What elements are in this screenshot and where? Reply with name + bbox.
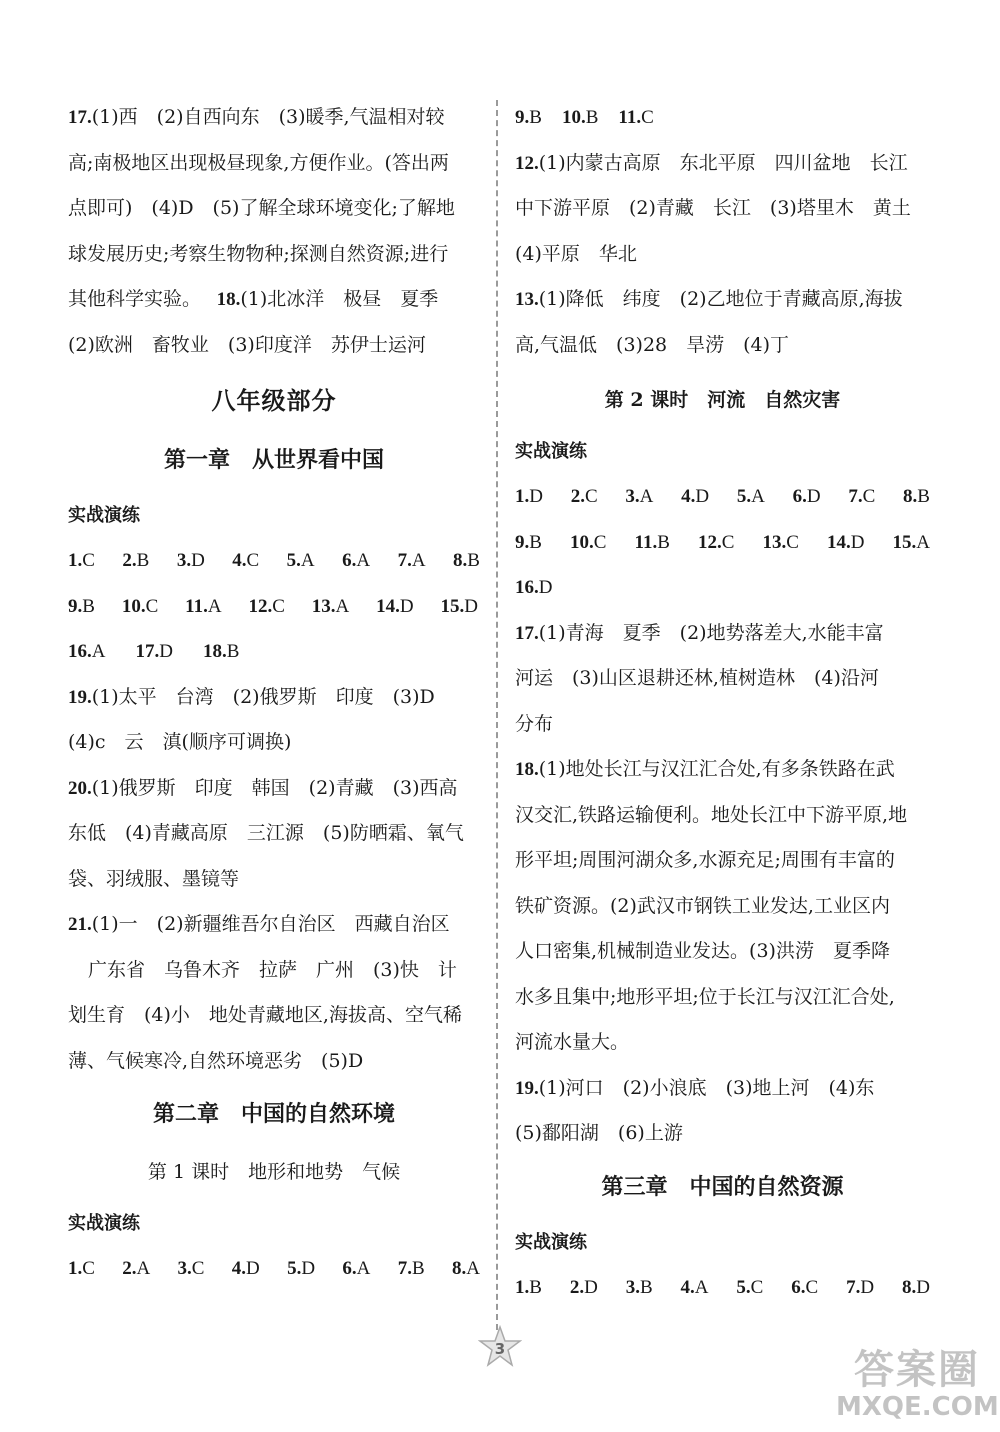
answer-number: 5. (736, 486, 752, 507)
answer-choice: C (805, 1276, 819, 1298)
answer-choice: B (136, 550, 150, 571)
answer-item (185, 584, 221, 630)
answer-choice: A (356, 1258, 371, 1279)
answer-choice: D (301, 1258, 316, 1279)
answer-choice: D (584, 1276, 598, 1298)
answer-item (178, 1246, 205, 1292)
answer-number: 10. (570, 531, 594, 553)
answer-choice: C (721, 531, 735, 553)
answer-choice: C (584, 486, 598, 507)
answer-choice: D (806, 486, 821, 507)
answer-item (762, 520, 798, 566)
answer-choice: D (159, 641, 173, 662)
answer-21-line: 划生育 (4)小 地处青藏地区,海拔高、空气稀 (68, 1004, 462, 1026)
answer-17-line: 球发展历史;考察生物物种;探测自然资源;进行 (68, 242, 449, 265)
answer-choice: B (639, 1276, 653, 1298)
answer-item (618, 95, 653, 141)
answer-choice: D (916, 1276, 930, 1298)
answer-choice: A (91, 641, 106, 662)
answer-18-line: 铁矿资源。(2)武汉市钢铁工业发达,工业区内 (515, 894, 890, 917)
answer-number: 16. (68, 641, 92, 662)
answer-item (903, 474, 930, 520)
answer-item (893, 520, 930, 566)
answer-19-line: 19.(1)河口 (2)小浪底 (3)地上河 (4)东 (515, 1076, 875, 1099)
answer-row (515, 474, 930, 520)
answer-number: 9. (515, 531, 530, 553)
answer-17-line: 高;南极地区出现极昼现象,方便作业。(答出两 (68, 151, 449, 174)
answer-item (287, 1246, 315, 1292)
answer-choice: B (82, 595, 95, 617)
answer-item (122, 1246, 150, 1292)
answer-number: 14. (376, 595, 400, 617)
answer-item (562, 95, 598, 141)
answer-choice: D (399, 595, 414, 617)
answer-18-line: 形平坦;周围河湖众多,水源充足;周围有丰富的 (515, 849, 895, 871)
answer-number: 11. (634, 531, 658, 553)
answer-item (681, 1265, 709, 1311)
answer-12-line: (4)平原 华北 (515, 242, 637, 265)
answer-choice: A (207, 595, 222, 617)
answer-item (452, 1246, 480, 1292)
answer-choice: B (226, 641, 240, 662)
drill-heading: 实战演练 (515, 441, 587, 462)
answer-choice: D (860, 1276, 875, 1298)
answer-choice: D (246, 1258, 260, 1279)
answer-number: 12. (697, 531, 722, 553)
answer-choice: A (694, 1276, 709, 1298)
answer-number: 5. (736, 1276, 751, 1298)
section-title: 八年级部分 (211, 386, 337, 415)
answer-choice: C (750, 1276, 764, 1298)
watermark-logo (794, 1334, 999, 1430)
answer-number: 6. (791, 1276, 806, 1298)
answer-item (515, 520, 542, 566)
answer-item (248, 584, 284, 630)
answer-item (122, 584, 158, 630)
answer-number: 14. (826, 531, 851, 553)
answer-18-line: 水多且集中;地形平坦;位于长江与汉江汇合处, (515, 985, 895, 1008)
answer-item (453, 538, 480, 584)
watermark-text: 答案圈 (854, 1347, 980, 1393)
answer-choice: C (191, 1258, 205, 1279)
answer-number: 17. (135, 641, 160, 662)
lesson-1-title: 第 1 课时 地形和地势 气候 (147, 1161, 401, 1183)
answer-item (625, 474, 653, 520)
drill-heading: 实战演练 (68, 1213, 140, 1234)
answer-number: 4. (231, 1258, 247, 1279)
answer-12-line: 12.(1)内蒙古高原 东北平原 四川盆地 长江 (515, 151, 908, 174)
answer-21-line: 薄、气候寒冷,自然环境恶劣 (5)D (68, 1049, 364, 1072)
answer-item (737, 474, 765, 520)
answer-number: 7. (846, 1276, 861, 1298)
answer-item (698, 520, 734, 566)
answer-item (736, 1265, 763, 1311)
answer-item (626, 1265, 653, 1311)
answer-number: 16. (515, 577, 539, 598)
column-divider (496, 100, 498, 1330)
answer-choice: B (529, 531, 542, 553)
answer-19-line: (5)鄱阳湖 (6)上游 (515, 1122, 683, 1144)
left-column (68, 95, 480, 1292)
answer-choice: B (917, 486, 930, 507)
answer-number: 4. (681, 486, 696, 507)
answer-20-line: 东低 (4)青藏高原 三江源 (5)防晒霜、氧气 (68, 822, 464, 844)
answer-choice: C (593, 531, 607, 553)
answer-item (376, 584, 413, 630)
answer-item (515, 474, 543, 520)
answer-item (515, 565, 552, 611)
answer-item (681, 474, 709, 520)
answer-number: 15. (440, 595, 465, 617)
answer-number: 10. (561, 107, 586, 128)
answer-choice: A (300, 550, 315, 571)
answer-number: 2. (122, 550, 137, 571)
answer-item (793, 474, 821, 520)
answer-17-line: 17.(1)西 (2)自西向东 (3)暖季,气温相对较 (68, 106, 445, 128)
answer-choice: A (916, 531, 930, 553)
chapter-1-title: 第一章 从世界看中国 (163, 447, 384, 473)
answer-number: 11. (185, 595, 208, 617)
answer-item (312, 584, 349, 630)
answer-item (791, 1265, 818, 1311)
answer-item (342, 1246, 370, 1292)
answer-item (122, 538, 149, 584)
answer-row (515, 1265, 930, 1311)
answer-item (635, 520, 670, 566)
answer-choice: A (466, 1258, 480, 1279)
answer-choice: D (464, 595, 478, 617)
answer-choice: D (529, 486, 543, 507)
answer-19-line: 19.(1)太平 台湾 (2)俄罗斯 印度 (3)D (68, 685, 435, 708)
answer-item (287, 538, 315, 584)
answer-20-line: 袋、羽绒服、墨镜等 (68, 867, 240, 890)
answer-number: 6. (342, 550, 357, 571)
answer-number: 5. (286, 550, 301, 571)
answer-choice: C (82, 1258, 95, 1279)
answer-item (68, 538, 95, 584)
watermark-url: MXQE.COM (836, 1392, 999, 1422)
lesson-2-title: 第 2 课时 河流 自然灾害 (604, 389, 841, 411)
answer-choice: B (585, 107, 599, 128)
chapter-2-title: 第二章 中国的自然环境 (152, 1101, 395, 1127)
page-number: 3 (494, 1340, 506, 1358)
answer-item (177, 538, 205, 584)
answer-choice: B (529, 107, 542, 128)
answer-choice: A (335, 595, 350, 617)
answer-choice: C (145, 595, 159, 617)
answer-item (571, 474, 598, 520)
answer-number: 6. (792, 486, 807, 507)
answer-row (515, 95, 930, 141)
answer-row (515, 520, 930, 566)
answer-19-line: (4)c 云 滇(顺序可调换) (68, 731, 292, 753)
answer-number: 15. (892, 531, 917, 553)
answer-number: 9. (68, 595, 83, 617)
answer-choice: D (850, 531, 865, 553)
answer-number: 9. (515, 107, 530, 128)
answer-number: 1. (68, 1258, 83, 1279)
answer-number: 12. (248, 595, 273, 617)
answer-number: 7. (397, 1258, 412, 1279)
answer-choice: A (136, 1258, 151, 1279)
page-number-star-icon (478, 1325, 522, 1369)
answer-row (68, 1246, 480, 1292)
answer-number: 7. (848, 486, 863, 507)
answer-number: 3. (625, 486, 640, 507)
answer-18-line: 人口密集,机械制造业发达。(3)洪涝 夏季降 (515, 940, 890, 962)
answer-number: 3. (625, 1276, 640, 1298)
answer-number: 7. (397, 550, 412, 571)
answer-13-line: 高,气温低 (3)28 旱涝 (4)丁 (515, 333, 790, 356)
answer-number: 8. (451, 1258, 467, 1279)
drill-heading: 实战演练 (68, 505, 140, 526)
answer-row (515, 565, 930, 611)
answer-number: 8. (901, 1276, 917, 1298)
answer-18-line: 汉交汇,铁路运输便利。地处长江中下游平原,地 (515, 803, 908, 826)
answer-number: 8. (453, 550, 468, 571)
answer-number: 8. (903, 486, 918, 507)
answer-item (440, 584, 477, 630)
answer-choice: C (641, 107, 654, 128)
answer-number: 1. (515, 1276, 530, 1298)
answer-12-line: 中下游平原 (2)青藏 长江 (3)塔里木 黄土 (515, 197, 911, 219)
answer-21-line: 21.(1)一 (2)新疆维吾尔自治区 西藏自治区 (68, 913, 450, 935)
answer-17-18-line: 其他科学实验。 18.(1)北冰洋 极昼 夏季 (68, 288, 439, 310)
answer-17-line: 17.(1)青海 夏季 (2)地势落差大,水能丰富 (515, 621, 884, 644)
answer-choice: B (657, 531, 670, 553)
answer-number: 4. (232, 550, 247, 571)
answer-number: 6. (342, 1258, 357, 1279)
answer-choice: C (272, 595, 285, 617)
answer-choice: B (467, 550, 480, 571)
answer-item (848, 474, 875, 520)
answer-choice: A (751, 486, 765, 507)
answer-item (902, 1265, 930, 1311)
answer-number: 11. (618, 107, 642, 128)
answer-row (68, 629, 480, 675)
answer-number: 2. (570, 486, 585, 507)
answer-17-line: 点即可) (4)D (5)了解全球环境变化;了解地 (68, 197, 455, 219)
answer-21-line: 广东省 乌鲁木齐 拉萨 广州 (3)快 计 (88, 958, 457, 981)
answer-17-line: 分布 (515, 712, 554, 735)
chapter-3-title: 第三章 中国的自然资源 (601, 1173, 844, 1200)
answer-item (68, 584, 95, 630)
answer-number: 18. (202, 641, 227, 662)
answer-row (68, 584, 480, 630)
answer-choice: A (356, 550, 371, 571)
answer-choice: C (862, 486, 876, 507)
answer-number: 2. (569, 1276, 585, 1298)
answer-number: 3. (176, 550, 192, 571)
answer-number: 5. (287, 1258, 302, 1279)
answer-number: 10. (121, 595, 146, 617)
answer-number: 2. (122, 1258, 137, 1279)
answer-number: 1. (515, 486, 530, 507)
answer-choice: D (695, 486, 710, 507)
answer-17-line: 河运 (3)山区退耕还林,植树造林 (4)沿河 (515, 667, 879, 689)
answer-choice: C (246, 550, 260, 571)
answer-18-line: (2)欧洲 畜牧业 (3)印度洋 苏伊士运河 (68, 333, 426, 356)
answer-item (232, 538, 259, 584)
answer-number: 4. (680, 1276, 695, 1298)
answer-number: 13. (311, 595, 336, 617)
answer-item (68, 629, 105, 675)
drill-heading: 实战演练 (515, 1231, 587, 1253)
answer-item (827, 520, 864, 566)
answer-item (515, 1265, 542, 1311)
answer-18-line: 河流水量大。 (515, 1031, 630, 1053)
answer-item (570, 520, 606, 566)
answer-item (342, 538, 370, 584)
answer-item (515, 95, 542, 141)
answer-18-line: 18.(1)地处长江与汉江汇合处,有多条铁路在武 (515, 758, 895, 780)
answer-item (398, 538, 426, 584)
right-column (515, 95, 930, 1310)
answer-item (398, 1246, 425, 1292)
answer-item (846, 1265, 874, 1311)
answer-13-line: 13.(1)降低 纬度 (2)乙地位于青藏高原,海拔 (515, 288, 903, 310)
answer-choice: B (529, 1276, 542, 1298)
answer-choice: C (786, 531, 799, 553)
answer-number: 3. (177, 1258, 192, 1279)
answer-20-line: 20.(1)俄罗斯 印度 韩国 (2)青藏 (3)西高 (68, 776, 458, 799)
answer-item (232, 1246, 260, 1292)
answer-choice: A (639, 486, 654, 507)
answer-number: 13. (762, 531, 787, 553)
answer-choice: D (538, 577, 553, 598)
answer-choice: B (411, 1258, 425, 1279)
answer-item (570, 1265, 598, 1311)
answer-row (68, 538, 480, 584)
answer-item (203, 629, 239, 675)
answer-item (68, 1246, 95, 1292)
answer-choice: A (411, 550, 426, 571)
answer-item (135, 629, 172, 675)
answer-choice: D (191, 550, 205, 571)
answer-number: 1. (68, 550, 83, 571)
answer-choice: C (82, 550, 95, 571)
